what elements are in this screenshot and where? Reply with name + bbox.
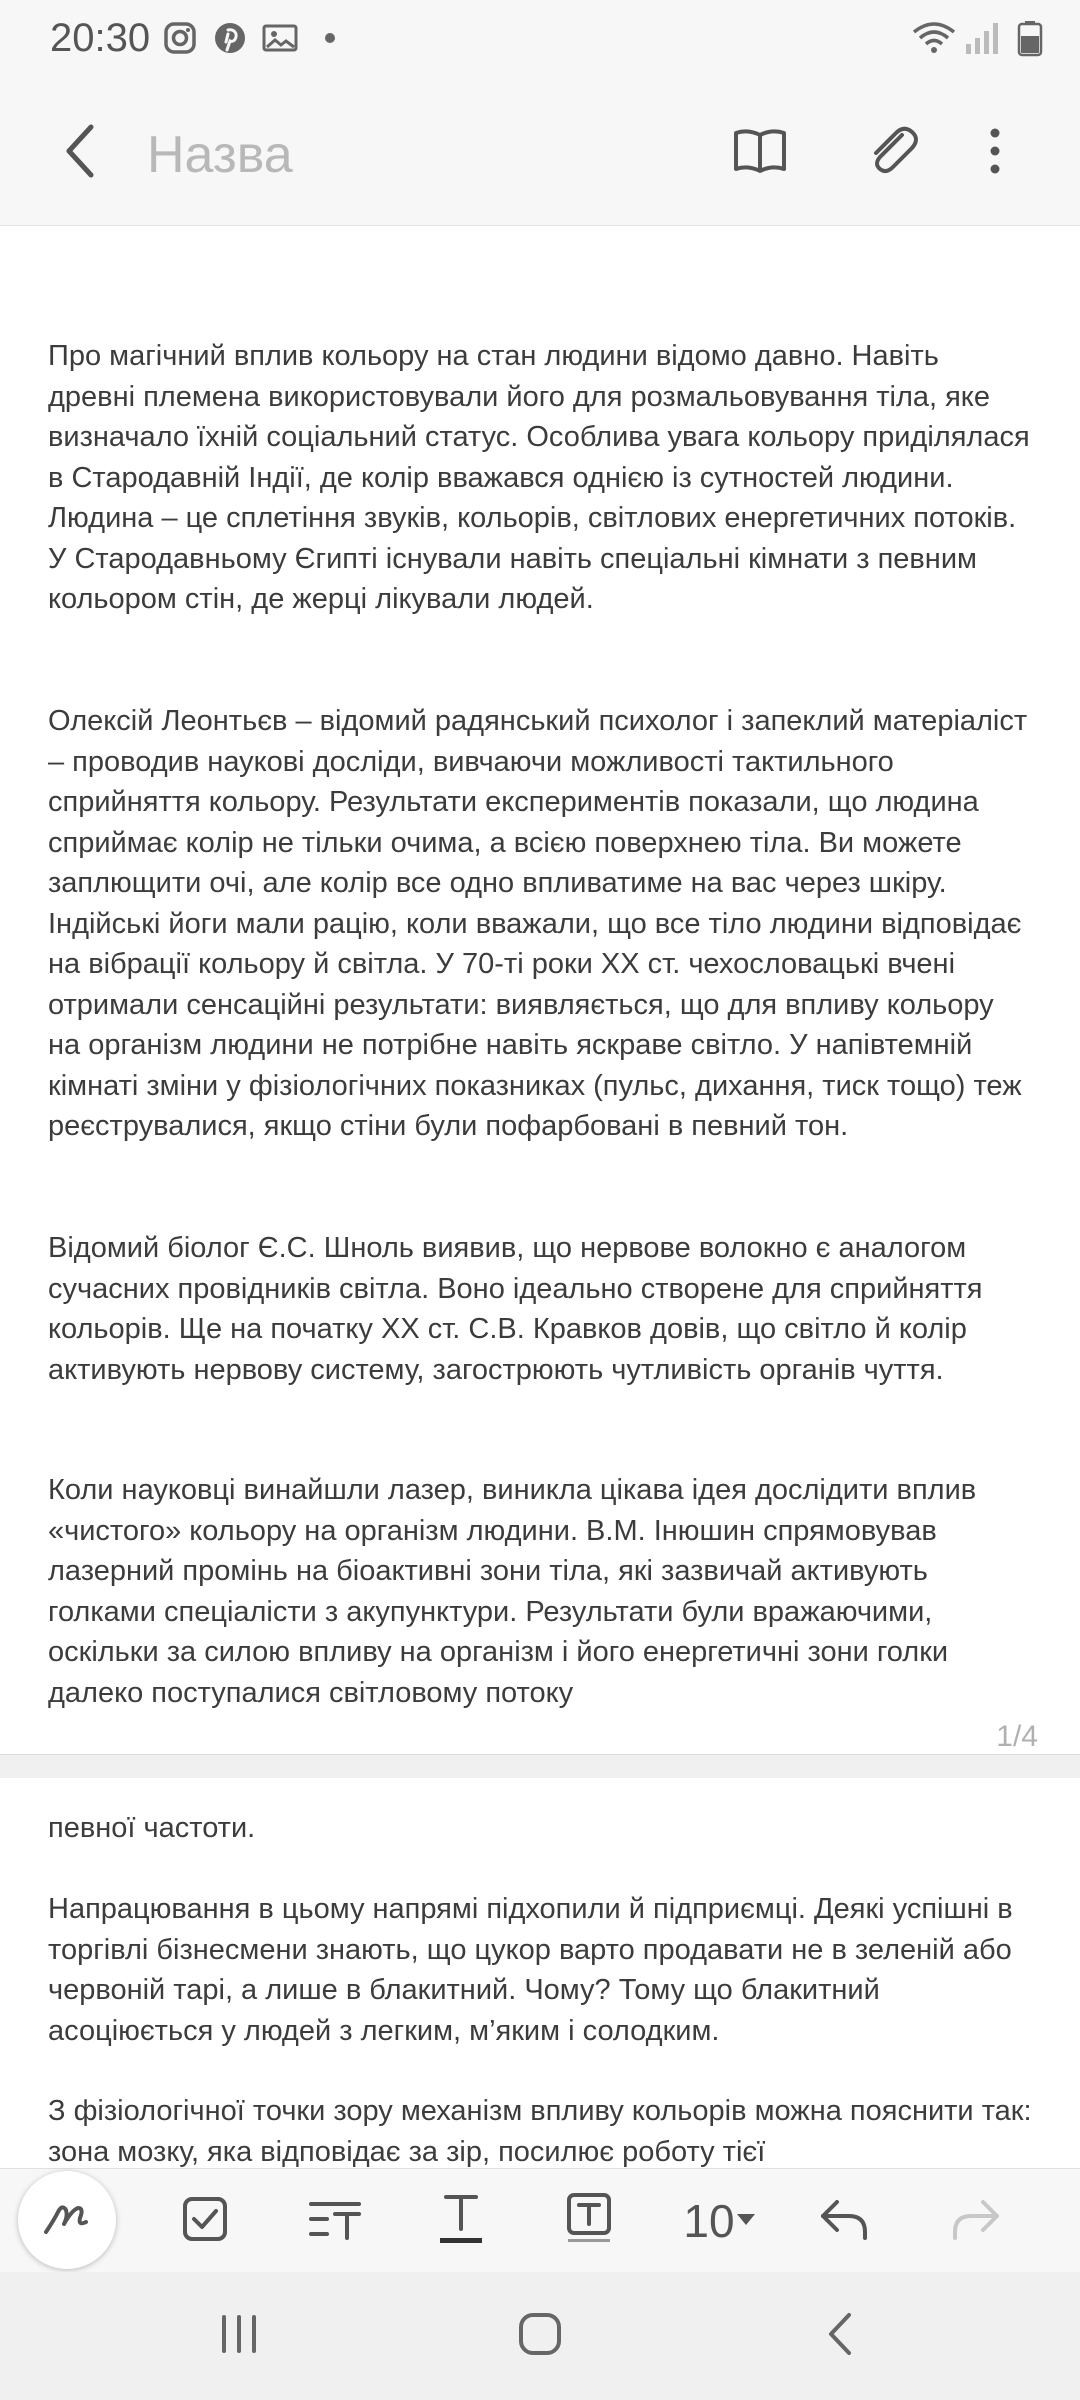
paragraph[interactable]: Олексій Леонтьєв – відомий радянський психолог і запеклий матеріаліст – проводив наукові досліди, вивчаючи можливості тактильного сприйняття кольору. Результати експериментів показали, що людина сприймає колір не тільки очима, а всією поверхнею тіла. Ви можете заплющити очі, але колір все одно впливатиме на вас через шкіру. Індійські йоги мали рацію, коли вважали, що все тіло людини відповідає на вібрації кольору й світла. У 70-ті роки ХХ ст. чехословацькі вчені отримали сенсаційні результати: виявляється, що для впливу кольору на організм людини не потрібне навіть яскраве світло. У напівтемній кімнаті зміни у фізіологічних показниках (пульс, дихання, тиск тощо) теж реєструвалися, якщо стіни були пофарбовані в певний тон. [48,705,1028,1142]
home-button[interactable] [495,2296,585,2376]
text-box-icon [564,2191,614,2252]
status-time: 20:30 [50,16,151,60]
recents-button[interactable] [194,2296,284,2376]
more-icon [985,121,1005,186]
redo-button[interactable] [930,2181,1020,2261]
attach-icon [862,121,922,186]
paragraph[interactable]: певної частоти. [48,1812,256,1844]
book-icon [730,121,790,186]
system-back-button[interactable] [797,2296,887,2376]
pen-mode-button[interactable] [18,2171,116,2269]
page-divider [0,1754,1080,1780]
more-options-button[interactable] [955,113,1035,193]
font-size-dropdown[interactable] [670,2181,770,2261]
gallery-icon [260,18,300,58]
text-style-button[interactable] [416,2181,506,2261]
undo-icon [817,2194,873,2249]
attach-button[interactable] [852,113,932,193]
dot-icon [318,18,358,58]
paragraph[interactable]: Напрацювання в цьому напрямі підхопили й підприємці. Деякі успішні в торгівлі бізнесмени знають, що цукор варто продавати не в зеленій або червоній тарі, а лише в блакитний. Чому? Тому що блакитний асоціюється у людей з легким, м’яким і солодким. [48,1893,1013,2047]
pinterest-icon [210,18,250,58]
paragraph[interactable]: Коли науковці винайшли лазер, виникла цікава ідея дослідити вплив «чистого» кольору на організм людини. В.М. Інюшин спрямовував лазерний промінь на біоактивні зони тіла, які зазвичай активують голками спеціалісти з акупунктури. Результати були вражаючими, оскільки за силою впливу на організм і його енергетичні зони голки далеко поступалися світловому потоку [48,1474,977,1709]
text-box-button[interactable] [544,2181,634,2261]
paragraph[interactable]: З фізіологічної точки зору механізм впливу кольорів можна пояснити так: зона мозку, яка відповідає за зір, посилює роботу тієї [48,2095,1032,2168]
status-bar [0,0,1080,80]
recents-icon [214,2309,264,2364]
title-input[interactable] [147,110,707,200]
chevron-down-icon [735,2209,757,2234]
note-page-1[interactable] [0,226,1080,1754]
reading-mode-button[interactable] [720,113,800,193]
signal-icon [962,18,1002,58]
wifi-icon [910,18,960,58]
checkbox-icon [180,2194,230,2249]
font-size-value: 10 [683,2195,735,2247]
note-page-2[interactable] [0,1778,1080,2168]
paragraph[interactable]: Про магічний вплив кольору на стан людини відомо давно. Навіть древні племена використовували його для розмальовування тіла, яке визначало їхній соціальний статус. Особлива увага кольору приділялася в Стародавній Індії, де колір вважався однією із сутностей людини. Людина – це сплетіння звуків, кольорів, світлових енергетичних потоків. У Стародавньому Єгипті існували навіть спеціальні кімнати з певним кольором стін, де жерці лікували людей. [48,340,1030,615]
pen-icon [42,2198,92,2243]
page-indicator: 1/4 [996,1720,1038,1753]
editing-toolbar [0,2168,1080,2273]
system-navigation-bar [0,2272,1080,2400]
home-icon [515,2309,565,2364]
checkbox-button[interactable] [160,2181,250,2261]
redo-icon [947,2194,1003,2249]
back-button[interactable] [42,113,122,193]
note-header [0,80,1080,226]
battery-icon [1010,18,1050,58]
back-nav-icon [817,2309,867,2364]
back-icon [57,121,107,186]
text-style-icon [436,2191,486,2252]
undo-button[interactable] [800,2181,890,2261]
paragraph-style-button[interactable] [290,2181,380,2261]
paragraph[interactable]: Відомий біолог Є.С. Шноль виявив, що нервове волокно є аналогом сучасних провідників світла. Воно ідеально створене для сприйняття кольорів. Ще на початку ХХ ст. С.В. Кравков довів, що світло й колір активують нервову систему, загострюють чутливість органів чуття. [48,1232,983,1386]
instagram-icon [160,18,200,58]
paragraph-style-icon [307,2194,363,2249]
